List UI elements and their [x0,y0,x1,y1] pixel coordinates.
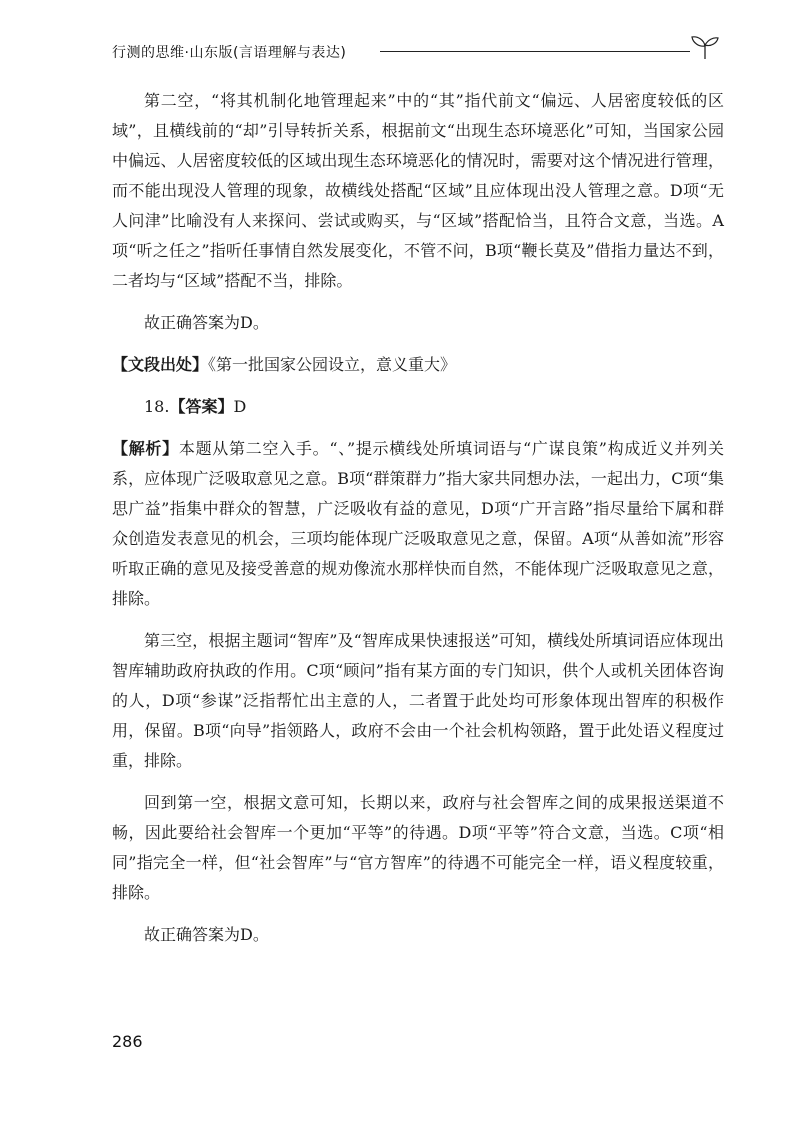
page-number: 286 [112,1032,143,1051]
analysis-text: 本题从第二空入手。“、”提示横线处所填词语与“广谋良策”构成近义并列关系，应体现广泛吸取意见之意。B项“群策群力”指大家共同想办法，一起出力，C项“集思广益”指集中群众的智慧，广泛吸收有益的意见，D项“广开言路”指尽量给下属和群众创造发表意见的机会，三项均能体现广泛吸取意见之意，保留。A项“从善如流”形容听取正确的意见及接受善意的规劝像流水那样快而自然，不能体现广泛吸取意见之意，排除。 [112,439,724,608]
question-number: 18. [144,397,170,416]
paragraph-second-blank: 第二空，“将其机制化地管理起来”中的“其”指代前文“偏远、人居密度较低的区域”，且横线前的“却”引导转折关系，根据前文“出现生态环境恶化”可知，当国家公园中偏远、人居密度较低的区域出现生态环境恶化的情况时，需要对这个情况进行管理，而不能出现没人管理的现象，故横线处搭配“区域”且应体现出没人管理之意。D项“无人问津”比喻没有人来探问、尝试或购买，与“区域”搭配恰当，且符合文意，当选。A项“听之任之”指听任事情自然发展变化，不管不问，B项“鞭长莫及”借指力量达不到，二者均与“区域”搭配不当，排除。 [112,91,724,290]
source-text: 《第一批国家公园设立，意义重大》 [208,355,457,374]
answer-line-17: 故正确答案为D。 [144,313,269,332]
running-header [112,38,722,68]
answer-tag: 【答案】 [169,397,234,416]
answer-value: D [233,397,247,416]
question-18-answer [112,392,724,422]
sprout-icon [690,34,720,60]
source-line [112,350,724,380]
analysis-tag: 【解析】 [112,439,179,458]
source-tag: 【文段出处】 [112,355,209,374]
analysis-paragraph [112,434,724,614]
header-title: 行测的思维·山东版(言语理解与表达) [112,45,347,61]
answer-line-18: 故正确答案为D。 [144,925,269,944]
paragraph-first-blank: 回到第一空，根据文意可知，长期以来，政府与社会智库之间的成果报送渠道不畅，因此要给社会智库一个更加“平等”的待遇。D项“平等”符合文意，当选。C项“相同”指完全一样，但“社会智库”与“官方智库”的待遇不可能完全一样，语义程度较重，排除。 [112,793,724,902]
page-content [112,86,724,962]
paragraph-third-blank: 第三空，根据主题词“智库”及“智库成果快速报送”可知，横线处所填词语应体现出智库辅助政府执政的作用。C项“顾问”指有某方面的专门知识，供个人或机关团体咨询的人，D项“参谋”泛指帮忙出主意的人，二者置于此处均可形象体现出智库的积极作用，保留。B项“向导”指领路人，政府不会由一个社会机构领路，置于此处语义程度过重，排除。 [112,631,724,770]
header-rule [380,51,690,52]
